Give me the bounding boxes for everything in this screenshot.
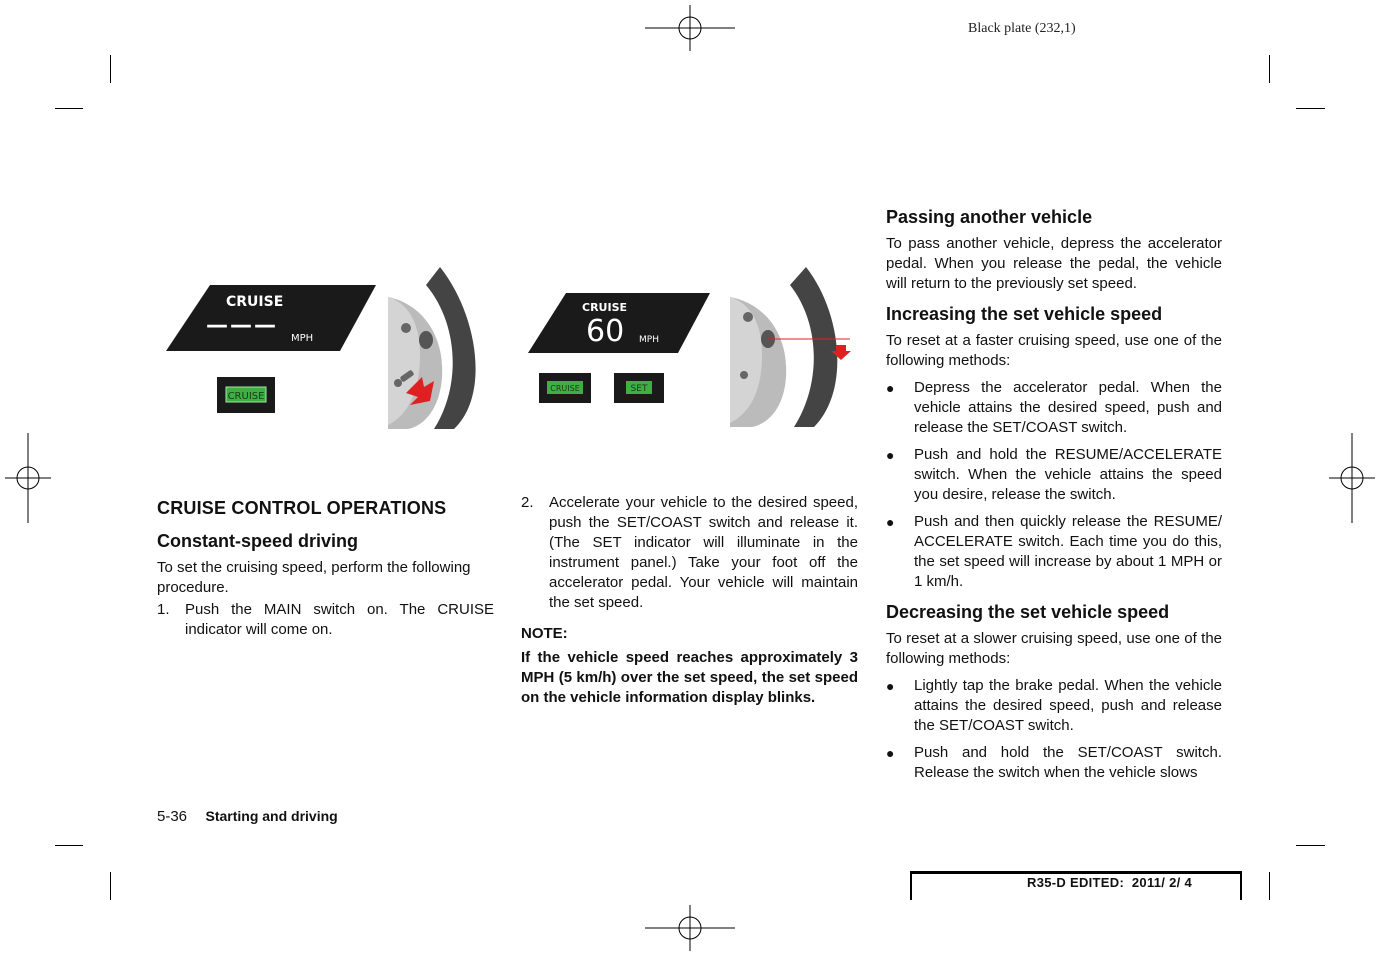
set-indicator-label: SET — [630, 384, 648, 394]
cruise-indicator-label: CRUISE — [227, 391, 265, 402]
display-unit: MPH — [291, 333, 314, 344]
edited-label: R35-D EDITED: 2011/ 2/ 4 — [1027, 875, 1193, 890]
display-unit: MPH — [639, 335, 659, 345]
registration-mark-top — [645, 5, 735, 51]
intro-paragraph: To set the cruising speed, perform the following procedure. — [157, 559, 471, 596]
crop-mark — [110, 872, 111, 900]
increase-intro: To reset at a faster cruising speed, use one of the following methods: — [886, 332, 1222, 369]
list-item-text: Depress the accelerator pedal. When the vehicle attains the desired speed, push and release the SET/COAST switch. — [914, 379, 1222, 436]
bullet-icon: ● — [886, 447, 895, 463]
list-item — [886, 512, 1222, 592]
bullet-icon: ● — [886, 514, 895, 530]
cruise-indicator-figure — [158, 205, 490, 445]
page-number: 5-36 — [157, 808, 188, 825]
list-item-text: Push and hold the SET/COAST switch. Release the switch when the vehicle slows — [914, 744, 1222, 781]
registration-mark-right — [1329, 433, 1375, 523]
step-text: Accelerate your vehicle to the desired speed, push the SET/COAST switch and release it. (The SET indicator will illuminate in the instrument panel.) Take your foot off the accelerator pedal. Your vehicle will maintain the set speed. — [549, 494, 858, 611]
crop-mark — [55, 108, 83, 109]
display-speed: ——— — [206, 313, 278, 338]
step-text: Push the MAIN switch on. The CRUISE indicator will come on. — [185, 601, 494, 638]
section-title: CRUISE CONTROL OPERATIONS — [157, 498, 447, 518]
steering-wheel — [388, 267, 476, 429]
middle-column — [521, 493, 858, 708]
crop-mark — [55, 845, 83, 846]
crop-mark — [1296, 108, 1325, 109]
footer-section-name: Starting and driving — [205, 808, 338, 824]
display-title: CRUISE — [582, 301, 628, 314]
left-column — [157, 498, 494, 640]
registration-mark-left — [5, 433, 51, 523]
crop-mark — [1269, 55, 1270, 83]
step-number: 2. — [521, 494, 534, 511]
steering-wheel — [730, 267, 837, 427]
bullet-icon: ● — [886, 380, 895, 396]
list-item — [886, 676, 1222, 736]
crop-mark — [110, 55, 111, 83]
list-item-text: Push and then quickly release the RESUME/ ACCELERATE switch. Each time you do this, the set speed will increase by about 1 MPH or 1 km/h. — [914, 513, 1222, 590]
list-item — [886, 743, 1222, 783]
step-1 — [157, 600, 494, 640]
passing-heading: Passing another vehicle — [886, 207, 1093, 227]
cruise-indicator-label: CRUISE — [550, 384, 580, 393]
decrease-intro: To reset at a slower cruising speed, use one of the following methods: — [886, 630, 1222, 667]
passing-paragraph: To pass another vehicle, depress the accelerator pedal. When you release the pedal, the vehicle will return to the previously set speed. — [886, 235, 1222, 292]
decrease-heading: Decreasing the set vehicle speed — [886, 602, 1170, 622]
bullet-icon: ● — [886, 678, 895, 694]
list-item-text: Push and hold the RESUME/ACCELERATE switch. When the vehicle attains the speed you desire, release the switch. — [914, 446, 1222, 503]
set-speed-figure — [522, 205, 858, 445]
list-item — [886, 378, 1222, 438]
plate-label: Black plate (232,1) — [968, 21, 1076, 36]
page-footer — [157, 808, 338, 826]
list-item — [886, 445, 1222, 505]
crop-mark — [1296, 845, 1325, 846]
display-speed: 60 — [586, 314, 625, 349]
step-2 — [521, 493, 858, 613]
registration-mark-bottom — [645, 905, 735, 951]
crop-mark — [1269, 872, 1270, 900]
increase-heading: Increasing the set vehicle speed — [886, 304, 1163, 324]
bullet-icon: ● — [886, 745, 895, 761]
note-title: NOTE: — [521, 625, 568, 642]
note-text: If the vehicle speed reaches approximately 3 MPH (5 km/h) over the set speed, the set speed on the vehicle information display blinks. — [521, 649, 858, 706]
list-item-text: Lightly tap the brake pedal. When the vehicle attains the desired speed, push and release the SET/COAST switch. — [914, 677, 1222, 734]
subheading-constant-speed: Constant-speed driving — [157, 531, 359, 551]
display-title: CRUISE — [226, 294, 284, 310]
step-number: 1. — [157, 601, 170, 618]
right-column — [886, 207, 1222, 790]
